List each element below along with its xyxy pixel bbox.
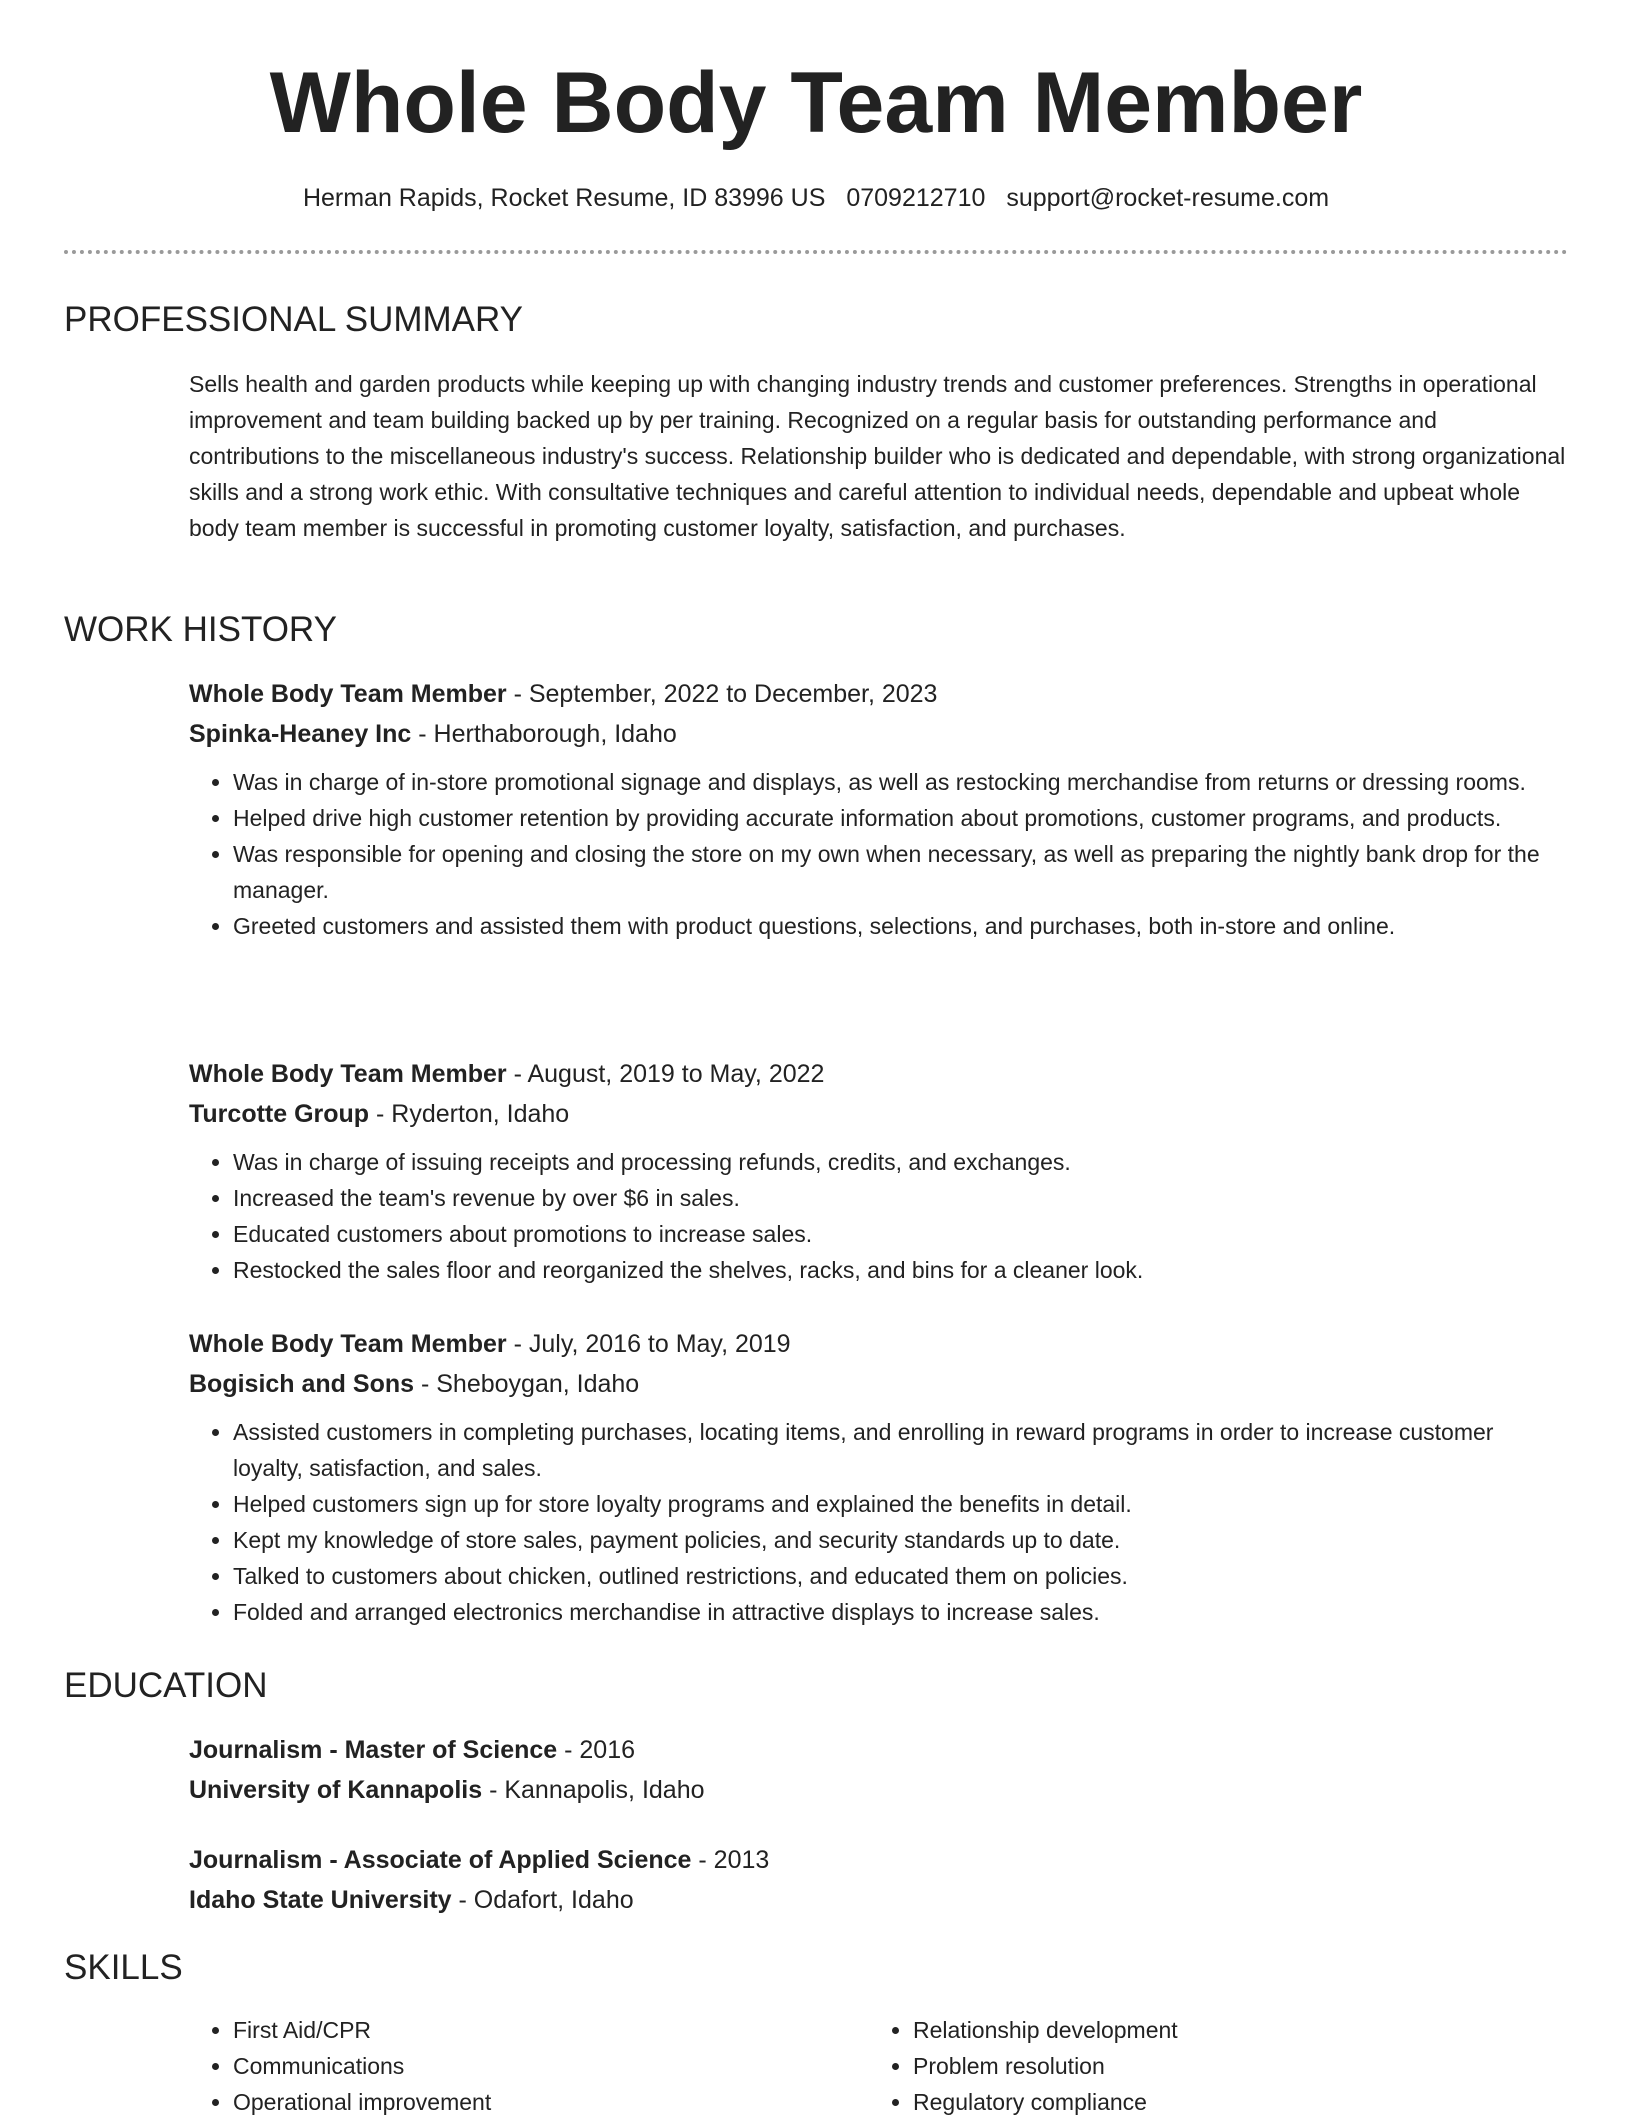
school: Idaho State University [189, 1886, 452, 1914]
list-item: • Greeted customers and assisted them with product questions, selections, and purchases, both in-store and online. [233, 908, 1569, 944]
list-item: • Communications [233, 2048, 789, 2084]
job-company-line [189, 1364, 1569, 1404]
education-entry [189, 1730, 1569, 1810]
list-item: • Talked to customers about chicken, outlined restrictions, and educated them on policies. [233, 1558, 1569, 1594]
contact-line [0, 180, 1632, 216]
skills-list [189, 2012, 789, 2120]
job-position: Whole Body Team Member [189, 1060, 507, 1088]
list-item: • Was in charge of issuing receipts and processing refunds, credits, and exchanges. [233, 1144, 1569, 1180]
job-bullets [189, 1144, 1569, 1288]
summary-heading: PROFESSIONAL SUMMARY [64, 300, 523, 339]
list-item: • Operational improvement [233, 2084, 789, 2120]
header-divider [64, 250, 1568, 254]
job-entry [189, 1324, 1569, 1630]
list-item: • Kept my knowledge of store sales, payment policies, and security standards up to date. [233, 1522, 1569, 1558]
summary-text: Sells health and garden products while keeping up with changing industry trends and customer preferences. Strengths in operational improvement and team building backed up by per training. Recognized on a regular basis for outstanding performance and contributions to the miscellaneous industry's success. Relationship builder who is dedicated and dependable, with strong organizational skills and a strong work ethic. With consultative techniques and careful attention to individual needs, dependable and upbeat whole body team member is successful in promoting customer loyalty, satisfaction, and purchases. [189, 371, 1566, 541]
list-item: • Was responsible for opening and closing the store on my own when necessary, as well as preparing the nightly bank drop for the manager. [233, 836, 1569, 908]
list-item: • Helped customers sign up for store loyalty programs and explained the benefits in detail. [233, 1486, 1569, 1522]
skills-list [869, 2012, 1469, 2120]
education-heading: EDUCATION [64, 1666, 268, 1705]
job-bullets [189, 1414, 1569, 1630]
job-company-line [189, 1094, 1569, 1134]
job-location: - Sheboygan, Idaho [414, 1370, 640, 1398]
list-item: • Restocked the sales floor and reorganized the shelves, racks, and bins for a cleaner look. [233, 1252, 1569, 1288]
work-history-heading: WORK HISTORY [64, 610, 337, 649]
list-item: • Increased the team's revenue by over $6 in sales. [233, 1180, 1569, 1216]
degree: Journalism - Associate of Applied Science [189, 1846, 692, 1874]
list-item: • Folded and arranged electronics merchandise in attractive displays to increase sales. [233, 1594, 1569, 1630]
job-company: Turcotte Group [189, 1100, 370, 1128]
resume-name: Whole Body Team Member [269, 55, 1363, 151]
degree-year: - 2016 [557, 1736, 636, 1764]
school-location: - Odafort, Idaho [451, 1886, 634, 1914]
skills-column-right [869, 2012, 1469, 2120]
job-company-line [189, 714, 1569, 754]
job-dates: - August, 2019 to May, 2022 [506, 1060, 825, 1088]
list-item: • Assisted customers in completing purchases, locating items, and enrolling in reward programs in order to increase customer loyalty, satisfaction, and sales. [233, 1414, 1569, 1486]
degree-year: - 2013 [691, 1846, 770, 1874]
degree: Journalism - Master of Science [189, 1736, 558, 1764]
list-item: • Educated customers about promotions to increase sales. [233, 1216, 1569, 1252]
skills-column-left [189, 2012, 789, 2120]
job-title-line [189, 674, 1569, 714]
job-title-line [189, 1054, 1569, 1094]
list-item: • Helped drive high customer retention by providing accurate information about promotions, customer programs, and products. [233, 800, 1569, 836]
list-item: • Was in charge of in-store promotional signage and displays, as well as restocking merchandise from returns or dressing rooms. [233, 764, 1569, 800]
school-line [189, 1880, 1569, 1920]
job-position: Whole Body Team Member [189, 680, 507, 708]
list-item: • Problem resolution [913, 2048, 1469, 2084]
job-location: - Herthaborough, Idaho [411, 720, 677, 748]
list-item: • First Aid/CPR [233, 2012, 789, 2048]
school: University of Kannapolis [189, 1776, 483, 1804]
job-position: Whole Body Team Member [189, 1330, 507, 1358]
education-entry [189, 1840, 1569, 1920]
job-company: Bogisich and Sons [189, 1370, 415, 1398]
job-company: Spinka-Heaney Inc [189, 720, 412, 748]
job-entry [189, 1054, 1569, 1288]
contact-phone: 0709212710 [846, 184, 986, 212]
list-item: • Regulatory compliance [913, 2084, 1469, 2120]
job-title-line [189, 1324, 1569, 1364]
school-location: - Kannapolis, Idaho [482, 1776, 705, 1804]
contact-email: support@rocket-resume.com [1006, 184, 1330, 212]
list-item: • Relationship development [913, 2012, 1469, 2048]
job-location: - Ryderton, Idaho [369, 1100, 570, 1128]
degree-line [189, 1840, 1569, 1880]
school-line [189, 1770, 1569, 1810]
contact-address: Herman Rapids, Rocket Resume, ID 83996 US [302, 184, 826, 212]
job-entry [189, 674, 1569, 944]
job-bullets [189, 764, 1569, 944]
degree-line [189, 1730, 1569, 1770]
skills-heading: SKILLS [64, 1948, 183, 1987]
job-dates: - July, 2016 to May, 2019 [506, 1330, 791, 1358]
job-dates: - September, 2022 to December, 2023 [506, 680, 938, 708]
